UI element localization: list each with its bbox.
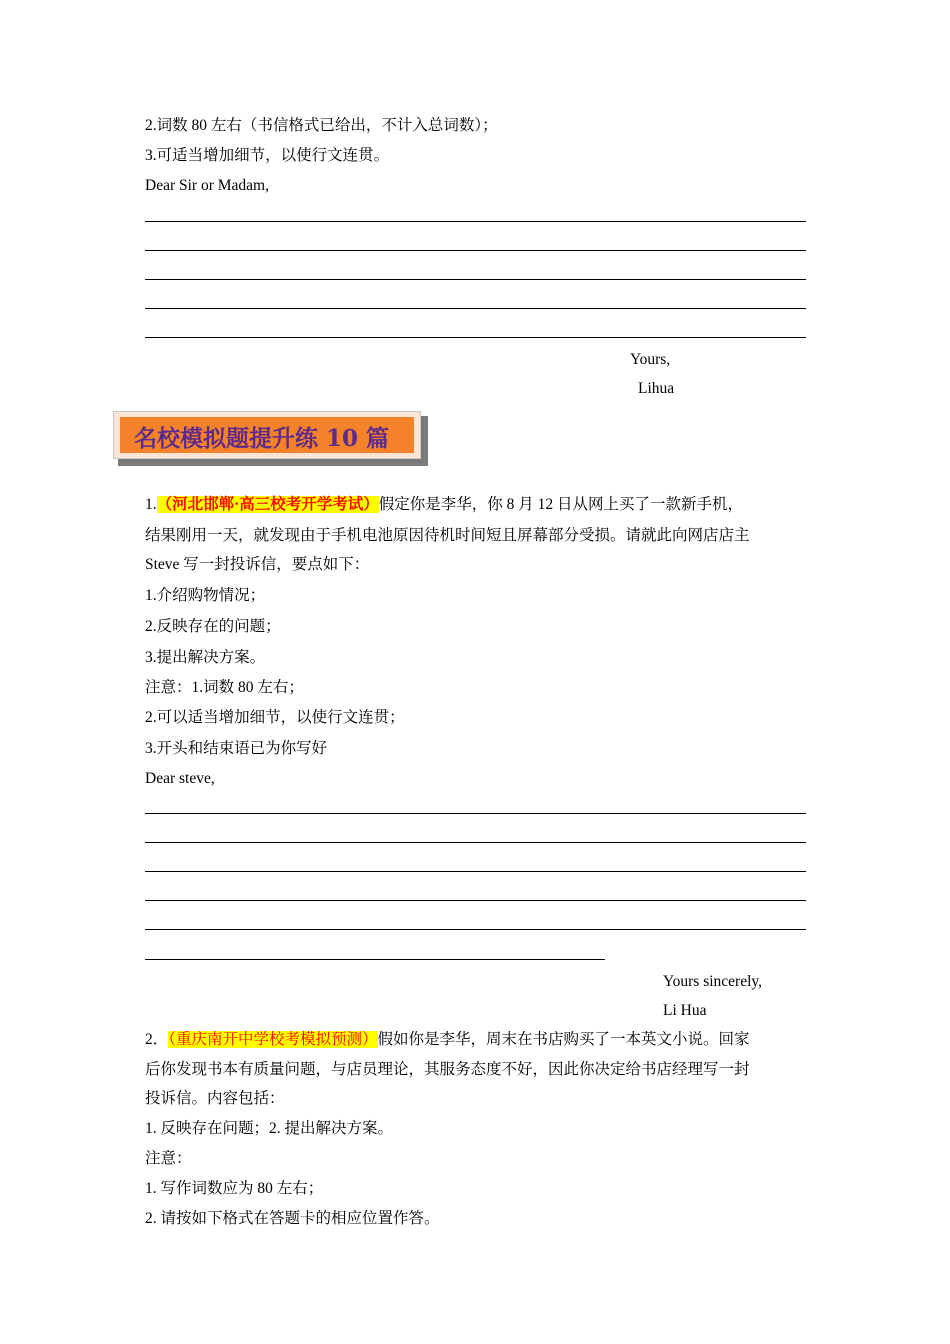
question-1-number: 1. — [145, 496, 157, 513]
question-2-prompt-line: 投诉信。内容包括： — [145, 1090, 285, 1107]
answer-line — [145, 959, 605, 960]
answer-line — [145, 337, 806, 338]
requirement-line-3: 3.可适当增加细节，以使行文连贯。 — [145, 147, 390, 164]
answer-line — [145, 929, 806, 930]
question-2-points: 1. 反映存在问题；2. 提出解决方案。 — [145, 1120, 394, 1137]
question-2-number: 2． — [145, 1031, 169, 1048]
question-2-note: 1. 写作词数应为 80 左右； — [145, 1180, 324, 1197]
answer-line — [145, 813, 806, 814]
answer-line — [145, 250, 806, 251]
question-2-note-label: 注意： — [145, 1150, 192, 1167]
section-title: 名校模拟题提升练 10 篇 — [134, 425, 390, 452]
question-1-note: 2.可以适当增加细节，以使行文连贯； — [145, 709, 405, 726]
question-1-closing: Yours sincerely, — [663, 973, 763, 990]
question-1-prompt-line: 结果刚用一天，就发现由于手机电池原因待机时间短且屏幕部分受损。请就此向网店店主 — [145, 527, 750, 544]
question-1-first-line — [145, 495, 743, 515]
question-1-source-tag: （河北邯郸·高三校考开学考试） — [156, 496, 379, 513]
answer-line — [145, 842, 806, 843]
question-1-prompt-start: 假定你是李华，你 8 月 12 日从网上买了一款新手机， — [378, 496, 744, 513]
section-banner — [113, 411, 421, 459]
banner-fill — [120, 417, 414, 453]
letter-signature: Lihua — [638, 380, 675, 397]
question-2-first-line — [145, 1030, 750, 1050]
question-1-signature: Li Hua — [663, 1002, 707, 1019]
answer-line — [145, 279, 806, 280]
letter-closing: Yours, — [630, 351, 671, 368]
question-1-point: 3.提出解决方案。 — [145, 649, 266, 666]
question-1-point: 1.介绍购物情况； — [145, 587, 266, 604]
question-1-salutation: Dear steve, — [145, 770, 215, 787]
answer-line — [145, 900, 806, 901]
answer-line — [145, 221, 806, 222]
question-1-point: 2.反映存在的问题； — [145, 618, 281, 635]
answer-line — [145, 308, 806, 309]
answer-line — [145, 871, 806, 872]
question-2-prompt-start: 假如你是李华，周末在书店购买了一本英文小说。回家 — [377, 1031, 750, 1048]
requirement-line-2: 2.词数 80 左右（书信格式已给出，不计入总词数）； — [145, 117, 498, 134]
question-2-prompt-line: 后你发现书本有质量问题，与店员理论，其服务态度不好，因此你决定给书店经理写一封 — [145, 1061, 750, 1078]
question-2-note: 2. 请按如下格式在答题卡的相应位置作答。 — [145, 1210, 440, 1227]
letter-salutation: Dear Sir or Madam, — [145, 177, 269, 194]
question-1-prompt-line: Steve 写一封投诉信，要点如下： — [145, 556, 370, 573]
question-1-note: 3.开头和结束语已为你写好 — [145, 740, 328, 757]
question-1-note: 注意：1.词数 80 左右； — [145, 679, 304, 696]
question-2-source-tag: （重庆南开中学校考模拟预测） — [168, 1031, 378, 1048]
